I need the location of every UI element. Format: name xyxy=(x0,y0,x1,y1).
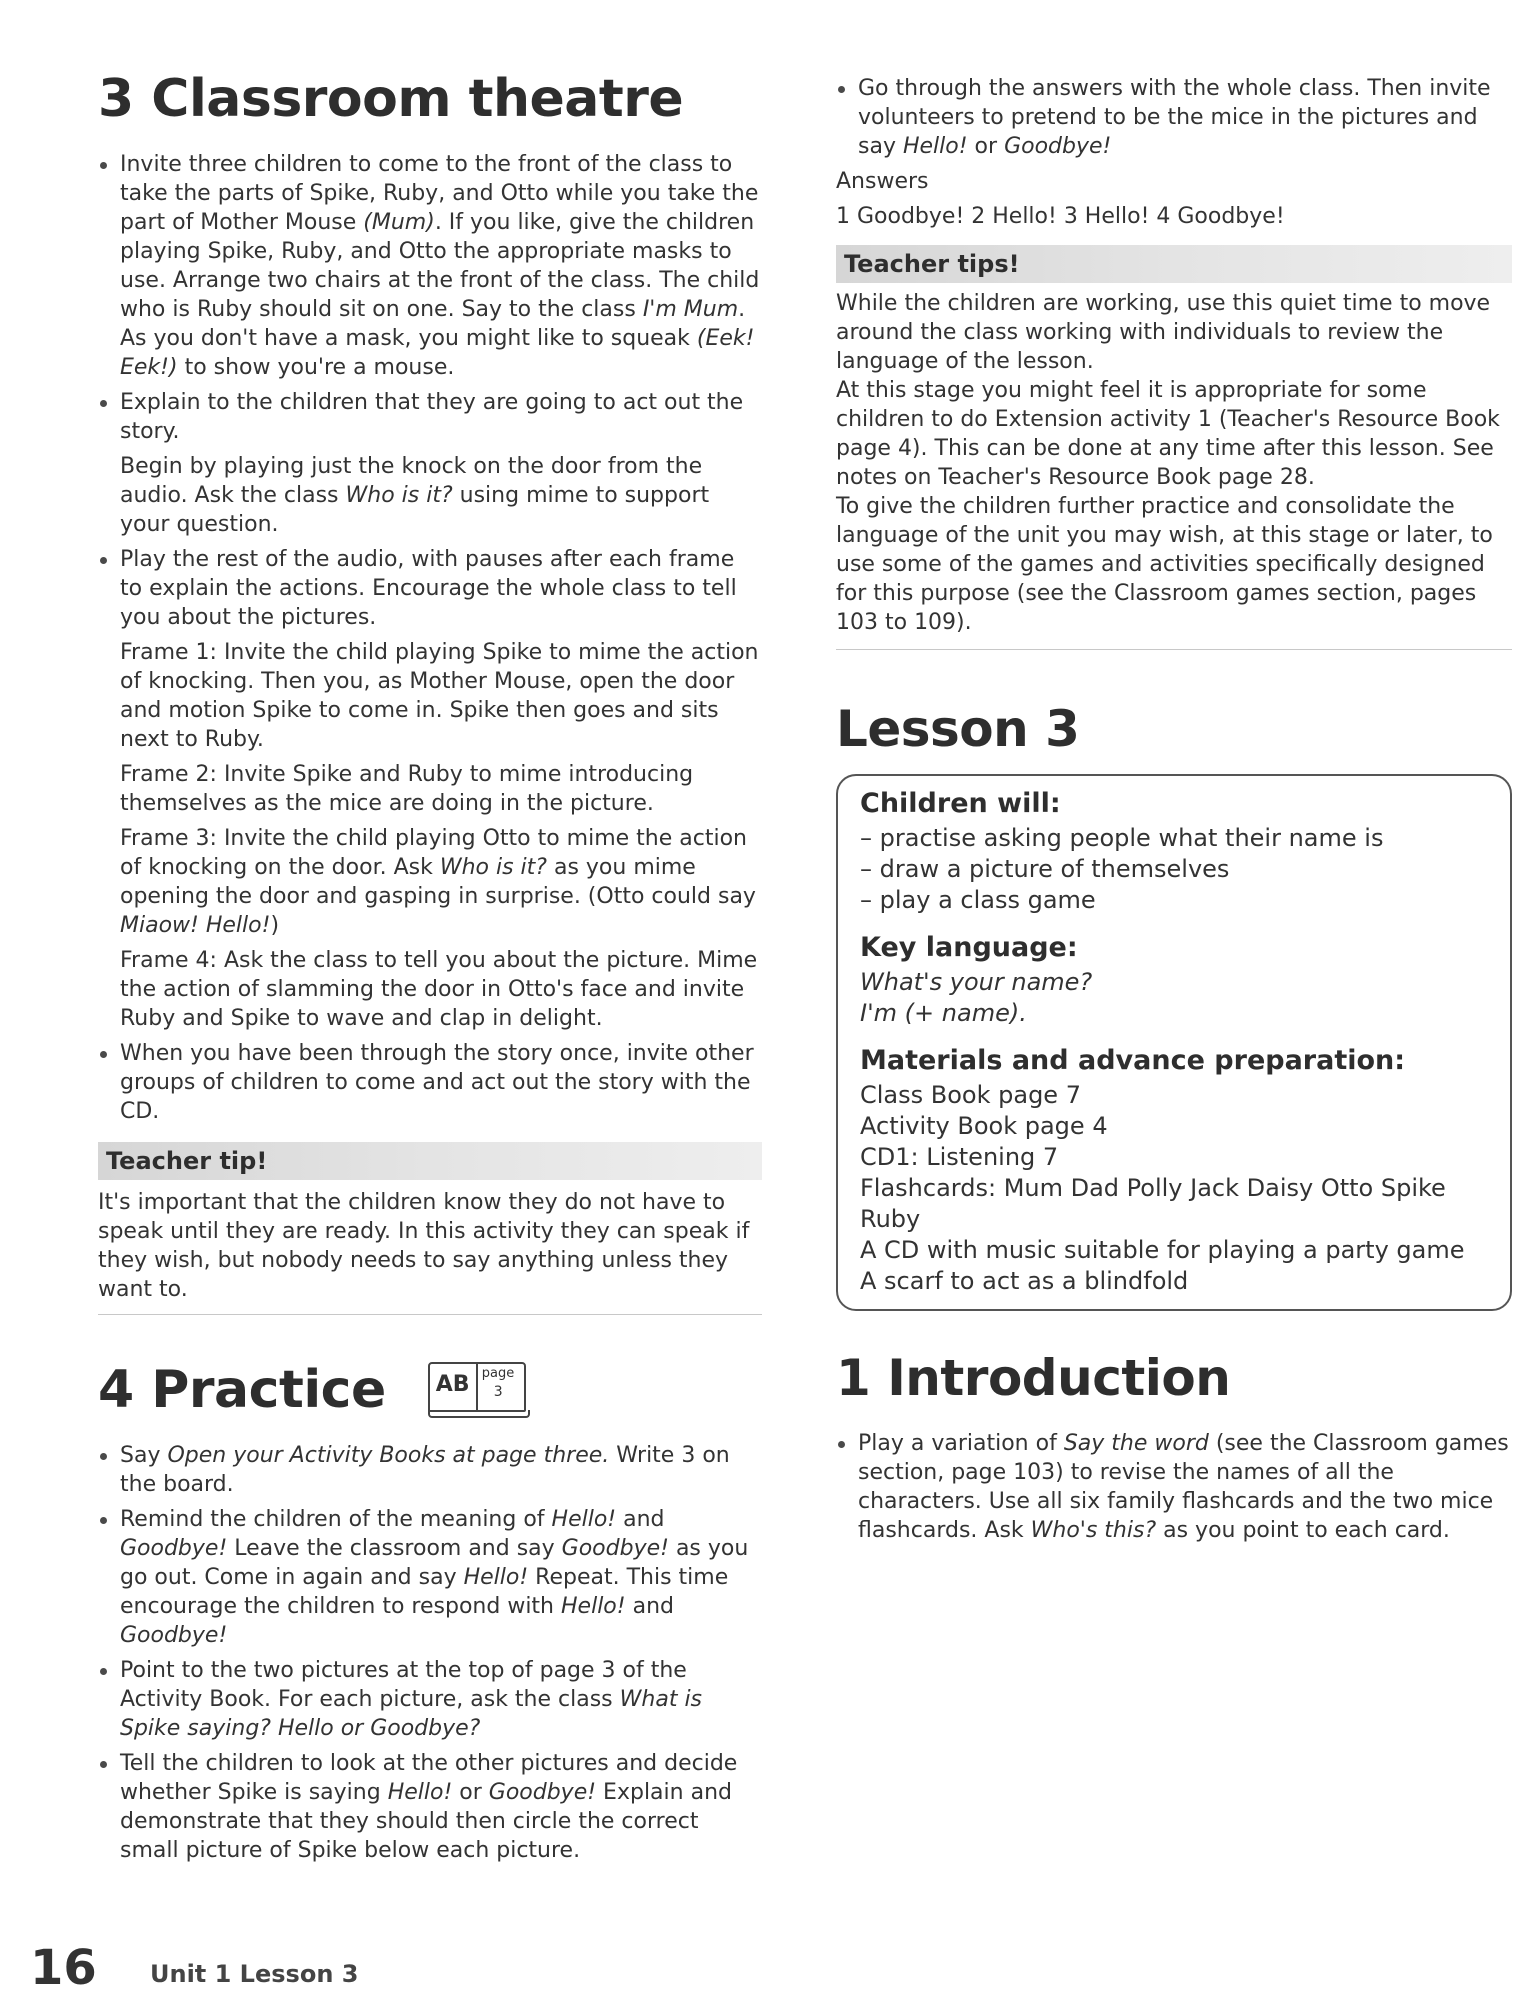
icon-ab-label: AB xyxy=(435,1372,470,1397)
unit-lesson-label: Unit 1 Lesson 3 xyxy=(150,1960,359,1988)
list-item: Invite three children to come to the front of the class to take the parts of Spike, Ruby, and Otto while you take the part of Mother Mouse (Mum). If you like, give the children playing Spike, Ruby, and Otto the appropriate masks to use. Arrange two chairs at the front of the class. The child who is Ruby should sit on one. Say to the class I'm Mum. As you don't have a mask, you might like to squeak (Eek! Eek!) to show you're a mouse. xyxy=(98,150,762,382)
right-column xyxy=(836,0,1512,1551)
materials-item: CD1: Listening 7 xyxy=(860,1143,1059,1171)
list-item: Say Open your Activity Books at page three. Write 3 on the board. xyxy=(98,1441,762,1499)
list-subparagraph: Begin by playing just the knock on the door from the audio. Ask the class Who is it? using mime to support your question. xyxy=(120,454,710,537)
icon-page-label: page xyxy=(481,1366,515,1381)
classroom-theatre-list xyxy=(98,150,762,446)
teacher-tip-box xyxy=(98,1142,762,1315)
frame-3-text: Frame 3: Invite the child playing Otto to mime the action of knocking on the door. Ask Who is it? as you mime opening the door and gasping in surprise. (Otto could say Miaow! Hello!) xyxy=(120,826,756,938)
frame-1-text: Frame 1: Invite the child playing Spike to mime the action of knocking. Then you, as Mother Mouse, open the door and motion Spike to come in. Spike then goes and sits next to Ruby. xyxy=(120,640,759,752)
materials-item: Activity Book page 4 xyxy=(860,1112,1108,1140)
section-heading-practice: 4 Practice xyxy=(98,1360,386,1420)
list-item: Explain to the children that they are going to act out the story. xyxy=(98,388,762,446)
left-column xyxy=(98,0,762,1871)
key-language-heading: Key language: xyxy=(860,932,1078,963)
answers-list xyxy=(836,74,1512,161)
children-will-item: – practise asking people what their name is xyxy=(860,824,1384,852)
list-item: Remind the children of the meaning of Hello! and Goodbye! Leave the classroom and say Goodbye! as you go out. Come in again and say Hello! Repeat. This time encourage the children to respond with Hello! and Goodbye! xyxy=(98,1505,762,1650)
frame-4-text: Frame 4: Ask the class to tell you about the picture. Mime the action of slamming the door in Otto's face and invite Ruby and Spike to wave and clap in delight. xyxy=(120,948,758,1031)
frame-2-text: Frame 2: Invite Spike and Ruby to mime introducing themselves as the mice are doing in the picture. xyxy=(120,762,694,816)
section-heading-classroom-theatre: 3 Classroom theatre xyxy=(98,69,684,129)
lesson-heading: Lesson 3 xyxy=(836,700,1080,758)
answers-text: 1 Goodbye! 2 Hello! 3 Hello! 4 Goodbye! xyxy=(836,204,1285,229)
key-language-item: I'm (+ name). xyxy=(860,999,1027,1027)
list-item: Play a variation of Say the word (see the Classroom games section, page 103) to revise the names of all the characters. Use all six family flashcards and the two mice flashcards. Ask Who's this? as you point to each card. xyxy=(836,1429,1512,1545)
page-number: 16 xyxy=(30,1940,97,1996)
teacher-tips-p2: At this stage you might feel it is appropriate for some children to do Extension activity 1 (Teacher's Resource Book page 4). This can be done at any time after this lesson. See notes on Teacher's Resource Book page 28. xyxy=(836,378,1500,490)
list-item: Play the rest of the audio, with pauses after each frame to explain the actions. Encourage the whole class to tell you about the pictures. xyxy=(98,545,762,632)
key-language-item: What's your name? xyxy=(860,968,1093,996)
classroom-theatre-list-3 xyxy=(98,1039,762,1126)
children-will-heading: Children will: xyxy=(860,788,1061,819)
teacher-tips-p1: While the children are working, use this quiet time to move around the class working with individuals to review the language of the lesson. xyxy=(836,291,1491,374)
lesson-info-box xyxy=(836,774,1512,1311)
children-will-item: – play a class game xyxy=(860,886,1096,914)
materials-item: Flashcards: Mum Dad Polly Jack Daisy Otto Spike Ruby xyxy=(860,1174,1446,1233)
icon-page-number: 3 xyxy=(493,1384,503,1400)
materials-item: A CD with music suitable for playing a party game xyxy=(860,1236,1465,1264)
divider xyxy=(98,1314,762,1315)
list-item: Go through the answers with the whole class. Then invite volunteers to pretend to be the mice in the pictures and say Hello! or Goodbye! xyxy=(836,74,1512,161)
list-item: Point to the two pictures at the top of page 3 of the Activity Book. For each picture, ask the class What is Spike saying? Hello or Goodbye? xyxy=(98,1656,762,1743)
activity-book-page-icon xyxy=(428,1362,528,1418)
teacher-tip-heading: Teacher tip! xyxy=(98,1142,762,1180)
children-will-item: – draw a picture of themselves xyxy=(860,855,1230,883)
divider xyxy=(836,649,1512,650)
materials-item: Class Book page 7 xyxy=(860,1081,1081,1109)
teacher-tips-box xyxy=(836,245,1512,650)
classroom-theatre-list-2 xyxy=(98,545,762,632)
materials-heading: Materials and advance preparation: xyxy=(860,1045,1406,1076)
teacher-tips-heading: Teacher tips! xyxy=(836,245,1512,283)
introduction-list xyxy=(836,1429,1512,1545)
materials-item: A scarf to act as a blindfold xyxy=(860,1267,1189,1295)
practice-list xyxy=(98,1441,762,1865)
section-heading-introduction: 1 Introduction xyxy=(836,1349,1231,1407)
teacher-tip-text: It's important that the children know they do not have to speak until they are ready. In this activity they can speak if they wish, but nobody needs to say anything unless they want to. xyxy=(98,1190,750,1302)
list-item: Tell the children to look at the other pictures and decide whether Spike is saying Hello! or Goodbye! Explain and demonstrate that they should then circle the correct small picture of Spike below each picture. xyxy=(98,1749,762,1865)
answers-label: Answers xyxy=(836,169,929,194)
practice-heading-row xyxy=(98,1357,762,1423)
teacher-tips-p3: To give the children further practice and consolidate the language of the unit you may wish, at this stage or later, to use some of the games and activities specifically designed for this purpose (see the Classroom games section, pages 103 to 109). xyxy=(836,494,1493,635)
list-item: When you have been through the story once, invite other groups of children to come and act out the story with the CD. xyxy=(98,1039,762,1126)
